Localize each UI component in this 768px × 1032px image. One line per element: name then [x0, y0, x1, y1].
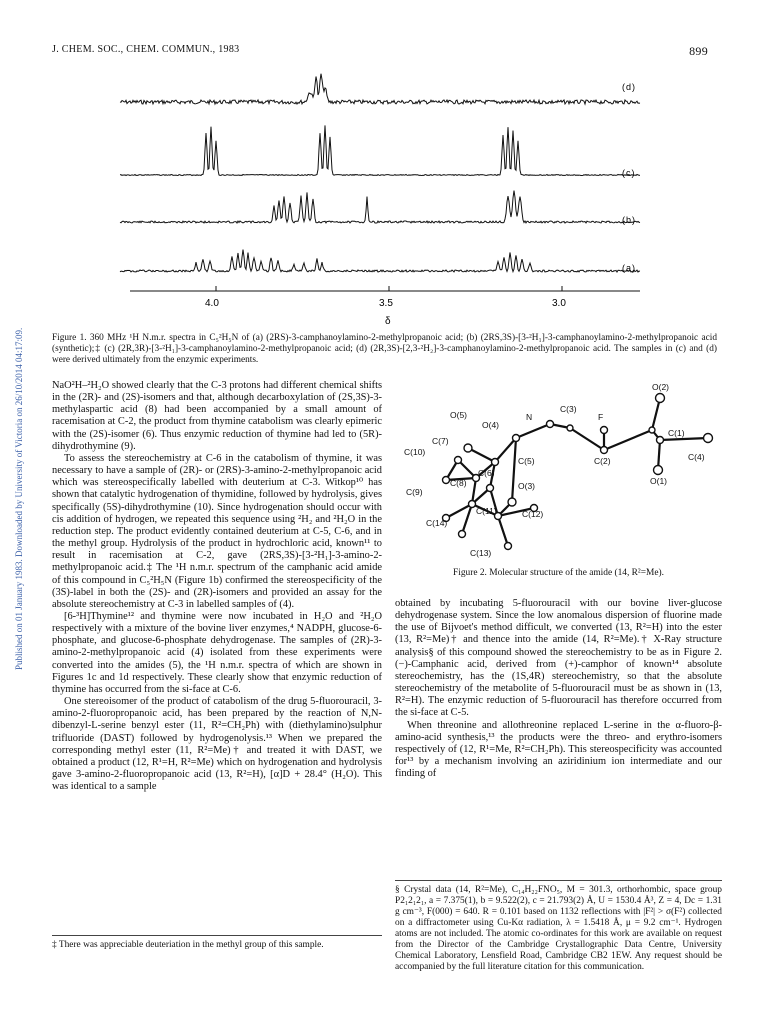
- paragraph: obtained by incubating 5-fluorouracil with our bovine liver-glucose dehydrogenase system. Since the low anomalous dispersion of fluorine made the use of Bijvoet's method difficult, we converted (13, R²=H) into the ester (13, R²=Me)† and thence into the amide (14, R²=Me).† X-Ray structure analysis§ of this compound showed the stereochemistry to be as in Figure 2. (−)-Camphanic acid, derived from (+)-camphor of known¹⁴ absolute stereochemistry, has the (1S,4R) stereochemistry, so that the absolute stereochemistry of the metabolite of 5-fluorouracil must be as shown in (13, R²=H). The enzymic reduction of 5-fluorouracil has therefore occurred from the si-face at C-5.: [395, 598, 722, 719]
- molecular-structure-figure: [390, 378, 720, 568]
- tick-label-3.0: 3.0: [552, 298, 566, 309]
- trace-a: [120, 250, 640, 272]
- trace-b: [120, 191, 640, 223]
- journal-header: J. CHEM. SOC., CHEM. COMMUN., 1983: [52, 44, 240, 55]
- atom-label: C(10): [404, 447, 426, 457]
- axis-label-delta: δ: [385, 316, 391, 327]
- nmr-spectra-figure: [0, 60, 768, 330]
- atom-label: N: [526, 412, 533, 422]
- atom-label: C(11): [476, 506, 497, 516]
- atom-label: C(9): [406, 487, 423, 497]
- tick-label-3.5: 3.5: [379, 298, 393, 309]
- trace-c: [120, 125, 640, 175]
- atom-label: O(2): [652, 382, 669, 392]
- atom-label: C(7): [432, 436, 449, 446]
- atom-label: C(14): [426, 518, 448, 528]
- trace-label-c: (c): [622, 168, 636, 178]
- footnote-crystal-data: § Crystal data (14, R²=Me), C₁₄H₂₂FNO₅, M = 301.3, orthorhombic, space group P2₁2₁2₁, a = 7.375(1), b = 9.522(2), c = 21.793(2) Å, U = 1530.4 Å³, Z = 4, Dc = 1.31 g cm⁻³, F(000) = 640. R = 0.101 based on 1132 reflections with |F²| > σ(F²) collected on a diffractometer using Cu-Kα radiation, λ = 1.5418 Å, μ = 9.2 cm⁻¹. Hydrogen atoms are not included. The atomic co-ordinates for this work are available on request from the Director of the Cambridge Crystallographic Data Centre, University Chemical Laboratory, Lensfield Road, Cambridge CB2 1EW. Any request should be accompanied by the full literature citation for this communication.: [395, 880, 722, 973]
- atom-label: C(6): [478, 468, 495, 478]
- atom-label: O(5): [450, 410, 467, 420]
- atom-label: C(13): [470, 548, 492, 558]
- paragraph: [6-³H]Thymine¹² and thymine were now incubated in H₂O and ²H₂O respectively with a mixture of the bovine liver enzymes,⁴ NADPH, glucose-6-phosphate, and glucose-6-phosphate dehydrogenase. The samples of (2R)-3-amino-2-methylpropanoic acid (4) isolated from these experiments were converted into the amides (5), the ¹H n.m.r. spectra of which are shown in Figures 1c and 1d respectively. These clearly show that enzymic reduction of thymine has occurred from the si-face at C-6.: [52, 610, 382, 695]
- atom-label: O(1): [650, 476, 667, 486]
- atom-label: O(3): [518, 481, 535, 491]
- footnote-deuteriation: ‡ There was appreciable deuteriation in the methyl group of this sample.: [52, 935, 382, 951]
- trace-label-b: (b): [622, 215, 636, 225]
- atom-label: C(4): [688, 452, 705, 462]
- trace-label-d: (d): [622, 82, 636, 92]
- tick-label-4.0: 4.0: [205, 298, 219, 309]
- right-column: [395, 598, 722, 780]
- paragraph: When threonine and allothreonine replaced L-serine in the α-fluoro-β-amino-acid synthesis,¹³ the products were the threo- and erythro-isomers respectively of (12, R¹=Me, R²=CH₂Ph). This stereospecificity was accounted for¹³ by a mechanism involving an aziridinium ion intermediate and our finding of: [395, 719, 722, 780]
- atom-label: C(3): [560, 404, 577, 414]
- figure-1-caption: Figure 1. 360 MHz ¹H N.m.r. spectra in C₅²H₅N of (a) (2RS)-3-camphanoylamino-2-methylpropanoic acid; (b) (2RS,3S)-[3-²H₁]-3-camphanoylamino-2-methylpropanoic acid (synthetic);‡ (c) (2R,3R)-[3-²H₁]-3-camphanoylamino-2-methylpropanoic acid; (d) (2R,3S)-[2,3-²H₂]-3-camphanoylamino-2-methylpropanoic acid. The samples in (c) and (d) were derived ultimately from the enzymic experiments.: [52, 333, 717, 365]
- atom-label: O(4): [482, 420, 499, 430]
- paragraph: One stereoisomer of the product of catabolism of the drug 5-fluorouracil, 3-amino-2-fluoropropanoic acid, has been prepared by the reaction of N,N-dibenzyl-L-serine benzyl ester (11, R²=CH₂Ph) with (diethylamino)sulphur trifluoride (DAST) followed by hydrogenolysis.¹³ When we prepared the corresponding methyl ester (11, R²=Me)† and treated it with DAST, we obtained a product (12, R¹=H, R²=Me) which on hydrogenation and hydrolysis gave 3-amino-2-fluoropropanoic acid (13, R²=H), [α]D + 28.4° (H₂O). This was identical to a sample: [52, 696, 382, 793]
- paragraph: NaO²H–²H₂O showed clearly that the C-3 protons had different chemical shifts in the (2R)- and (2S)-isomers and that, although decarboxylation of (2S,3S)-3-methylaspartic acid (8) had been accompanied by a small amount of racemisation at C-2, the product from thymine catabolism was clearly epimeric with the (2S)-isomer (6). Thus enzymic reduction of thymine had led to (5R)-dihydrothymine (9).: [52, 380, 382, 452]
- left-column: [52, 380, 382, 793]
- atom-label: C(2): [594, 456, 611, 466]
- download-notice[interactable]: Published on 01 January 1983. Downloaded by University of Victoria on 26/10/2014 04:17:09.: [14, 327, 24, 670]
- atom-label: C(12): [522, 509, 544, 519]
- figure-2-caption: Figure 2. Molecular structure of the amide (14, R²=Me).: [453, 568, 664, 578]
- paragraph: To assess the stereochemistry at C-6 in the catabolism of thymine, it was necessary to have a sample of (2R)- or (2RS)-3-amino-2-methylpropanoic acid which was stereospecifically labelled with deuterium at C-3. Witkop¹⁰ has shown that catalytic hydrogenation of thymidine, followed by hydrolysis, gives specifically (5S)-dihydrothymine (10). Since hydrogenation should occur with cis addition of hydrogen, we repeated this sequence using ²H₂ and ²H₂O in the reduction step. The product evidently contained deuterium at C-5, C-6, and in the methyl group. Hydrolysis of the product in hydrochloric acid, known¹¹ to result in racemisation at C-2, gave (2RS,3S)-[3-²H₁]-3-amino-2-methylpropanoic acid.‡ The ¹H n.m.r. spectrum of the camphanic acid amide of this compound in C₅²H₅N (Figure 1b) confirmed the stereospecificity of the (3S)-label in both the (2S)- and (2R)-isomers and provided an assay for the absolute stereochemistry at C-3 in labelled samples of (4).: [52, 452, 382, 610]
- page-number: 899: [689, 44, 708, 58]
- spectrum-traces: [120, 74, 640, 272]
- trace-label-a: (a): [622, 263, 636, 273]
- trace-d: [120, 74, 640, 104]
- atom-label: C(8): [450, 478, 467, 488]
- atom-label: F: [598, 412, 604, 422]
- atom-label: C(5): [518, 456, 535, 466]
- atom-label: C(1): [668, 428, 685, 438]
